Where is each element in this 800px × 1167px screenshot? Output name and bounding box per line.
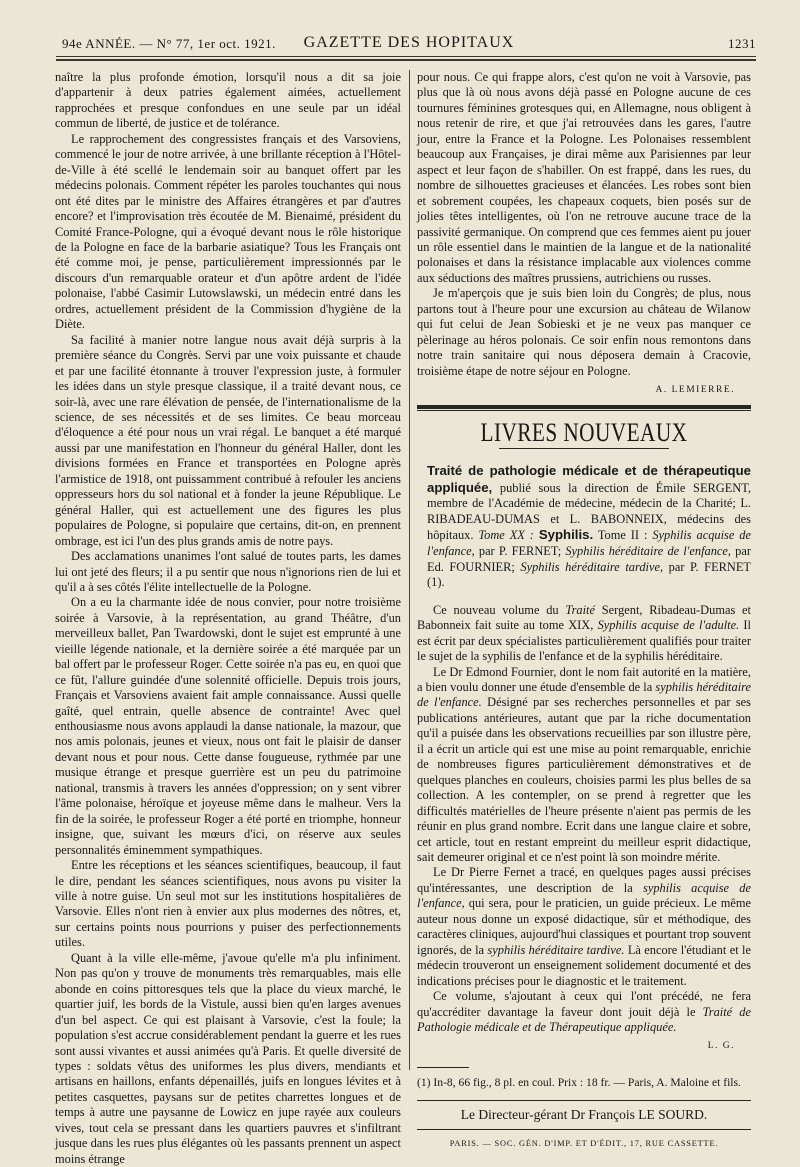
review-signature: L. G.	[707, 1041, 735, 1052]
paragraph: Des acclamations unanimes l'ont salué de toutes parts, les dames lui ont jeté des fleurs; il a pu sentir que nous n'ignorions rien de lui et qu'il a à ses côtés l'élite intellectuelle de la Pologne.	[55, 549, 401, 594]
director-line: Le Directeur-gérant Dr François LE SOURD.	[460, 1107, 708, 1123]
section-title: LIVRES NOUVEAUX	[480, 417, 688, 447]
footnote: (1) In-8, 66 fig., 8 pl. en coul. Prix : 18 fr. — Paris, A. Maloine et fils.	[417, 1075, 741, 1089]
page-number: 1231	[728, 36, 756, 51]
footer-rule	[417, 1100, 751, 1101]
section-rule-thick	[417, 405, 751, 409]
review-paragraph: Ce nouveau volume du Traité Sergent, Ribadeau-Dumas et Babonneix fait suite au tome XIX, Syphilis acquise de l'adulte. Il est écrit par deux spécialistes particulièrement qualifiés pour traiter le sujet de la syphilis de l'enfance et de la syphilis héréditaire.	[417, 602, 752, 664]
book-title: Traité de pathologie médicale et de thérapeutique appliquée,	[427, 462, 751, 495]
issue-info: 94e ANNÉE. — N° 77, 1er oct. 1921.	[62, 36, 276, 51]
paragraph: pour nous. Ce qui frappe alors, c'est qu'on ne voit à Varsovie, pas plus que là où nous avons déjà passé en Pologne aucune de ces tournures féminines grotesques qui, en Allemagne, nous obligent à nous retenir de rire, et que j'ai retrouvées dans les gares, l'autre jour, entre la France et la Pologne. Les Polonaises ressemblent beaucoup aux Françaises, je dirai même aux Parisiennes par leur aspect et leur façon de s'habiller. On est frappé, dans les rues, du nombre de silhouettes gracieuses et élancées. Les robes sont bien et sobrement coupées, les chapeaux coquets, bien posés sur de jolies têtes intelligentes, où l'on ne retrouve aucune trace de la passivité germanique. On comprend que ces femmes aient pu jouer un rôle essentiel dans le maintien de la langue et de la nationalité polonaises et dans la résistance implacable aux violences comme aux séductions des maîtres prussiens, autrichiens ou russes.	[417, 70, 751, 285]
paragraph: Sa facilité à manier notre langue nous avait déjà surpris à la première séance du Congrès. Servi par une voix puissante et chaude et par une facilité étonnante à trouver l'expression juste, à formuler les idées dans un style presque classique, il a traité devant nous, ce soir-là, avec une rare élévation de pensée, de l'internationalisme de la science, de ses nécessités et de ses limites. Ce beau morceau d'éloquence a été pour nous un vrai régal. Le banquet a été marqué aussi par une manifestation en l'honneur du général Haller, dont les divisions formées en France et transportées en Pologne après l'armistice de 1918, ont puissamment contribué à refouler les anciens oppresseurs hors du sol national et à fonder la jeune République. Le général Haller, qui est actuellement une des figures les plus populaires de Pologne, si populaire que certains, dit-on, en prennent ombrage, est ici l'un des plus grands amis de notre pays.	[55, 332, 401, 548]
header-rule	[56, 56, 756, 57]
left-column	[55, 70, 401, 1167]
review-paragraph: Ce volume, s'ajoutant à ceux qui l'ont précédé, ne fera qu'accréditer davantage la faveur dont jouit déjà le Traité de Pathologie médicale et de Thérapeutique appliquée.	[417, 989, 751, 1034]
footer-rule	[417, 1129, 751, 1130]
header-rule-thick	[56, 59, 756, 61]
column-divider	[409, 70, 410, 1070]
paragraph: Le rapprochement des congressistes français et des Varsoviens, commencé le jour de notre arrivée, à une brillante réception à l'Hôtel-de-Ville à été scellé le lendemain soir au banquet offert par les médecins polonais. Comment répéter les paroles touchantes qui nous ont été dites par le ministre des Affaires étrangères et par d'autres encore? et l'improvisation très écoutée de M. Bienaimé, président du Comité France-Pologne, qui a évoqué devant nous le rôle historique de la Pologne en face de la barbarie asiatique? Tous les Français ont été comme moi, je pense, particulièrement impressionnés par le discours d'un remarquable orateur et d'un apôtre ardent de l'idée polonaise, l'abbé Casimir Lutowslawski, un médecin entré dans les ordres, actuellement président de la Commission d'hygiène de la Diète.	[55, 131, 401, 332]
paragraph: Je m'aperçois que je suis bien loin du Congrès; de plus, nous partons tout à l'heure pour une excursion au château de Wilanow qui fut celui de Jean Sobieski et je ne veux pas manquer ce pèlerinage au héros polonais. Ce soir enfin nous remontons dans notre train sanitaire qui nous déposera demain à Cracovie, troisième étape de notre séjour en Pologne.	[417, 286, 751, 378]
paragraph: On a eu la charmante idée de nous convier, pour notre troisième soirée à Varsovie, à la représentation, au grand Théâtre, d'un merveilleux ballet, Pan Twardowski, dont le sujet est emprunté à une vieille légende nationale, et la dernière soirée a été marquée par un bal offert par le professeur Roger. Cette soirée n'a pas eu, en quoi que ce fût, l'allure guindée d'une solennité officielle. Depuis trois jours, Français et Varsoviens avaient fait ample connaissance. Aussi quelle gaîté, quel entrain, quelle absence de contrainte! Avec quel enthousiasme nous avons applaudi la danse nationale, la mazour, que nos amis polonais, jeunes et vieux, nous ont fait le plaisir de danser devant nous et pour nous. Cette danse fougueuse, rythmée par une musique étrange et presque guerrière est un peu du patrimoine national, transmis à travers les années d'oppression; on y sent vibrer l'âme polonaise, héroïque et joyeuse même dans le malheur. Vers la fin de la soirée, le professeur Roger a été porté en triomphe, honneur insigne, que, suivant les mœurs d'ici, on réserve aux seules personnalités éminemment sympathiques.	[55, 595, 401, 857]
footnote-rule	[417, 1067, 469, 1068]
page-header	[62, 32, 756, 54]
paragraph: naître la plus profonde émotion, lorsqu'il nous a dit sa joie d'appartenir à deux patries également aimées, actuellement rapprochées et presque confondues en une seule par un idéal commun de liberté, de justice et de tolérance.	[55, 70, 401, 131]
imprint-line: PARIS. — SOC. GÉN. D'IMP. ET D'ÉDIT., 17, RUE CASSETTE.	[449, 1138, 719, 1148]
review-paragraph: Le Dr Edmond Fournier, dont le nom fait autorité en la matière, a bien voulu donner une étude d'ensemble de la syphilis héréditaire de l'enfance. Désigné par ses recherches personnelles et par ses publications antérieures, autant que par la riche documentation qu'il a puisée dans les observations recueillies par son illustre père, il a écrit un article qui est une mise au point remarquable, enrichie de nombreuses figures particulièrement démonstratives et de quelques planches en couleurs, choisies parmi les plus belles de sa collection. A les contempler, on se prend à regretter que les difficultés matérielles de l'heure présente n'aient pas permis de les réunir en plus grand nombre. Ecrit dans une langue claire et sobre, cet article, tout en restant empreint du meilleur esprit didactique, sait demeurer original et ce n'est point là son moindre mérite.	[417, 664, 752, 864]
section-title-underline	[499, 448, 669, 449]
paragraph: Entre les réceptions et les séances scientifiques, beaucoup, il faut le dire, pendant les séances scientifiques, nous avons pu visiter la ville à notre guise. Un seul mot sur les institutions hospitalières de Varsovie. Elles n'ont rien à envier aux plus modernes des nôtres, et, sur certains points nous pourrions y puiser des perfectionnements utiles.	[55, 858, 401, 950]
right-column	[417, 70, 751, 1151]
review-paragraph: Le Dr Pierre Fernet a tracé, en quelques pages aussi précises qu'intéressantes, une description de la syphilis acquise de l'enfance, qui sera, pour le praticien, un guide précieux. Le même auteur nous donne un exposé didactique, sûr et méthodique, des caractères cliniques, aujourd'hui classiques et pourtant trop souvent ignorés, de la syphilis héréditaire tardive. Là encore l'étudiant et le médecin trouveront un enseignement solidement documenté et des indications précises pour le diagnostic et le traitement.	[417, 865, 751, 988]
journal-title: GAZETTE DES HOPITAUX	[303, 34, 515, 51]
book-entry: Traité de pathologie médicale et de thérapeutique appliquée, publié sous la direction de Émile SERGENT, membre de l'Académie de médecine, médecin de la Charité; L. RIBADEAU-DUMAS et L. BABONNEIX, médecins des hôpitaux. Tome XX : Syphilis. Tome II : Syphilis acquise de l'enfance, par P. FERNET; Syphilis héréditaire de l'enfance, par Ed. FOURNIER; Syphilis héréditaire tardive, par P. FERNET (1).	[427, 462, 752, 590]
article-signature: A. LEMIERRE.	[655, 385, 735, 396]
paragraph: Quant à la ville elle-même, j'avoue qu'elle m'a plu infiniment. Non pas qu'on y trouve de monuments très remarquables, mais elle abonde en coins pittoresques tels que la place du vieux marché, le quartier juif, les bords de la Vistule, aussi bien qu'en larges avenues d'un bel aspect. Ce qui est plaisant à Varsovie, c'est la foule; la population s'est accrue considérablement pendant la guerre et les rues sont aussi vivantes et aussi animées qu'à Paris. Et quelle diversité de types : soldats vêtus des uniformes les plus divers, mendiants et artisans en haillons, enfants dépenaillés, juifs en longues lévites et à petites casquettes, paysans sur de petites charrettes longues et de temps à autre une paysanne de Lowicz en jupe rayée aux couleurs vives, tout cela se pressant dans les quartiers pauvres et s'infiltrant jusque dans les rues plus élégantes où les passants prennent un aspect moins étrange	[55, 950, 401, 1166]
section-rule-thin	[417, 410, 751, 411]
